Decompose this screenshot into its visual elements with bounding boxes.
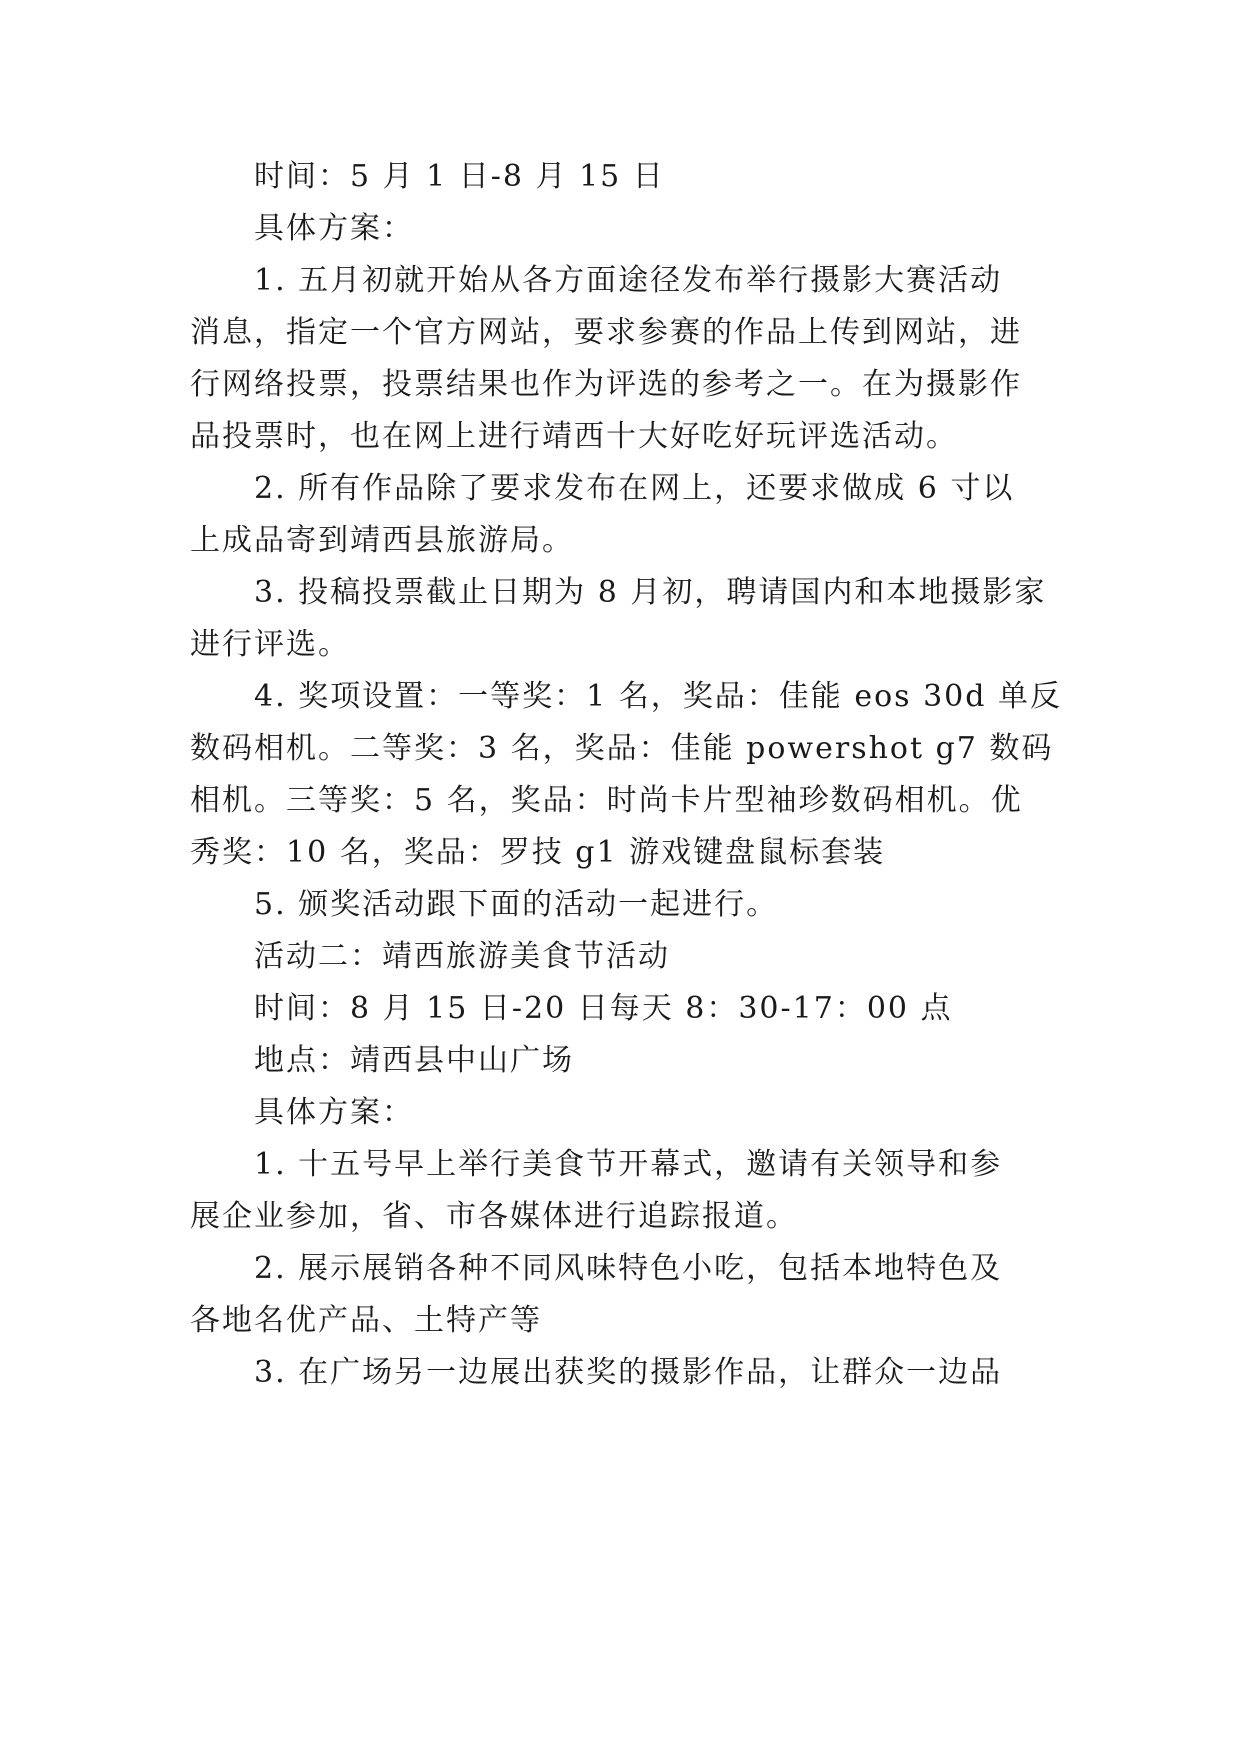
plan-heading: 具体方案： — [254, 211, 414, 246]
plan-heading: 具体方案： — [254, 1095, 414, 1130]
paragraph-line: 上成品寄到靖西县旅游局。 — [190, 523, 574, 558]
paragraph-line: 2. 所有作品除了要求发布在网上，还要求做成 6 寸以 — [254, 471, 1015, 506]
paragraph-line: 1. 五月初就开始从各方面途径发布举行摄影大赛活动 — [254, 263, 1003, 298]
paragraph-line: 消息，指定一个官方网站，要求参赛的作品上传到网站，进 — [190, 315, 1022, 350]
activity-two-location: 地点：靖西县中山广场 — [254, 1043, 574, 1078]
paragraph-line: 展企业参加，省、市各媒体进行追踪报道。 — [190, 1199, 798, 1234]
paragraph-line: 相机。三等奖：5 名，奖品：时尚卡片型袖珍数码相机。优 — [190, 783, 1023, 818]
paragraph-line: 3. 投稿投票截止日期为 8 月初，聘请国内和本地摄影家 — [254, 575, 1047, 610]
paragraph-line: 4. 奖项设置：一等奖：1 名，奖品：佳能 eos 30d 单反 — [254, 679, 1062, 714]
paragraph-line: 数码相机。二等奖：3 名，奖品：佳能 powershot g7 数码 — [190, 731, 1054, 766]
paragraph-line: 品投票时，也在网上进行靖西十大好吃好玩评选活动。 — [190, 419, 958, 454]
paragraph-line: 1. 十五号早上举行美食节开幕式，邀请有关领导和参 — [254, 1147, 1003, 1182]
paragraph-line: 行网络投票，投票结果也作为评选的参考之一。在为摄影作 — [190, 367, 1022, 402]
paragraph-line: 各地名优产品、土特产等 — [190, 1303, 542, 1338]
paragraph-line: 进行评选。 — [190, 627, 350, 662]
paragraph-line: 2. 展示展销各种不同风味特色小吃，包括本地特色及 — [254, 1251, 1003, 1286]
paragraph-line: 3. 在广场另一边展出获奖的摄影作品，让群众一边品 — [254, 1355, 1003, 1390]
paragraph-line: 秀奖：10 名，奖品：罗技 g1 游戏键盘鼠标套装 — [190, 835, 886, 870]
paragraph-line: 5. 颁奖活动跟下面的活动一起进行。 — [254, 887, 779, 922]
schedule-time-line: 时间：5 月 1 日-8 月 15 日 — [254, 159, 665, 194]
activity-two-heading: 活动二：靖西旅游美食节活动 — [254, 939, 670, 974]
activity-two-time: 时间：8 月 15 日-20 日每天 8：30-17：00 点 — [254, 991, 953, 1026]
